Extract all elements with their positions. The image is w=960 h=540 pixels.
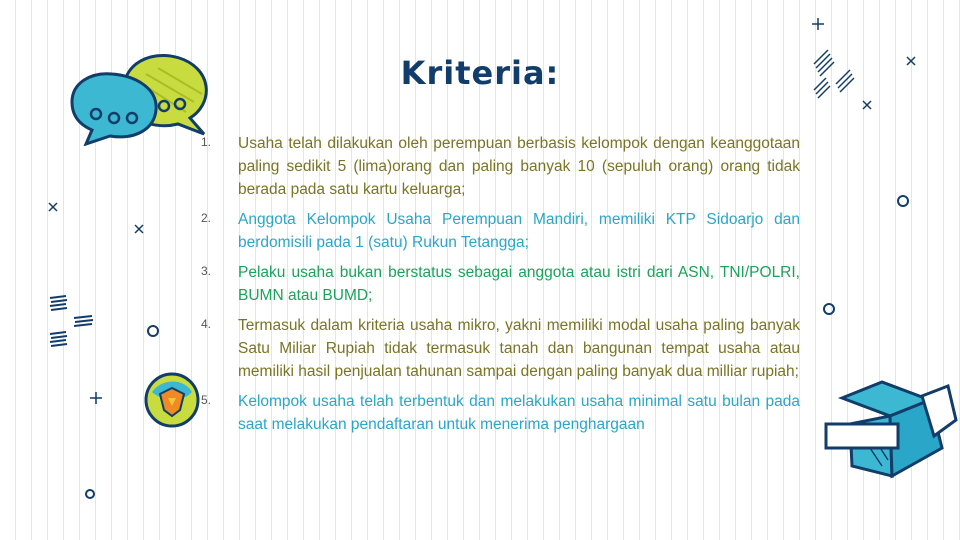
scribble-marks-icon: [48, 294, 98, 352]
circle-icon: [84, 488, 96, 500]
hatch-marks-icon: [810, 48, 862, 100]
criteria-item: [200, 132, 800, 201]
criteria-text: Pelaku usaha bukan berstatus sebagai anggota atau istri dari ASN, TNI/POLRI, BUMN atau BUMD;: [238, 264, 800, 304]
criteria-number: 3.: [201, 264, 212, 278]
speech-bubbles-icon: [62, 52, 218, 146]
cross-icon: [48, 202, 58, 212]
circle-icon: [896, 194, 910, 208]
criteria-text: Kelompok usaha telah terbentuk dan melakukan usaha minimal satu bulan pada saat melakukan pendaftaran untuk menerima penghargaan: [238, 393, 800, 433]
criteria-item: [200, 261, 800, 307]
plus-icon: [812, 18, 824, 30]
shield-badge-icon: [142, 370, 202, 430]
criteria-text: Usaha telah dilakukan oleh perempuan berbasis kelompok dengan keanggotaan paling sedikit 5 (lima)orang dan paling banyak 10 (sepuluh orang) orang tidak berada pada satu kartu keluarga;: [238, 135, 800, 198]
cross-icon: [862, 100, 872, 110]
box-icon: [822, 376, 960, 486]
cross-icon: [134, 224, 144, 234]
criteria-number: 2.: [201, 211, 212, 225]
criteria-item: [200, 208, 800, 254]
plus-icon: [90, 392, 102, 404]
cross-icon: [906, 56, 916, 66]
criteria-number: 1.: [201, 135, 212, 149]
criteria-text: Termasuk dalam kriteria usaha mikro, yakni memiliki modal usaha paling banyak Satu Miliar Rupiah tidak termasuk tanah dan bangunan tempat usaha atau memiliki hasil penjualan tahunan sampai dengan paling banyak dua milliar rupiah;: [238, 317, 800, 380]
circle-icon: [822, 302, 836, 316]
criteria-list: [200, 132, 800, 443]
criteria-item: [200, 314, 800, 383]
criteria-item: [200, 390, 800, 436]
criteria-number: 5.: [201, 393, 212, 407]
circle-icon: [146, 324, 160, 338]
page-title: Kriteria:: [400, 54, 560, 92]
criteria-text: Anggota Kelompok Usaha Perempuan Mandiri, memiliki KTP Sidoarjo dan berdomisili pada 1 (satu) Rukun Tetangga;: [238, 211, 800, 251]
criteria-number: 4.: [201, 317, 212, 331]
